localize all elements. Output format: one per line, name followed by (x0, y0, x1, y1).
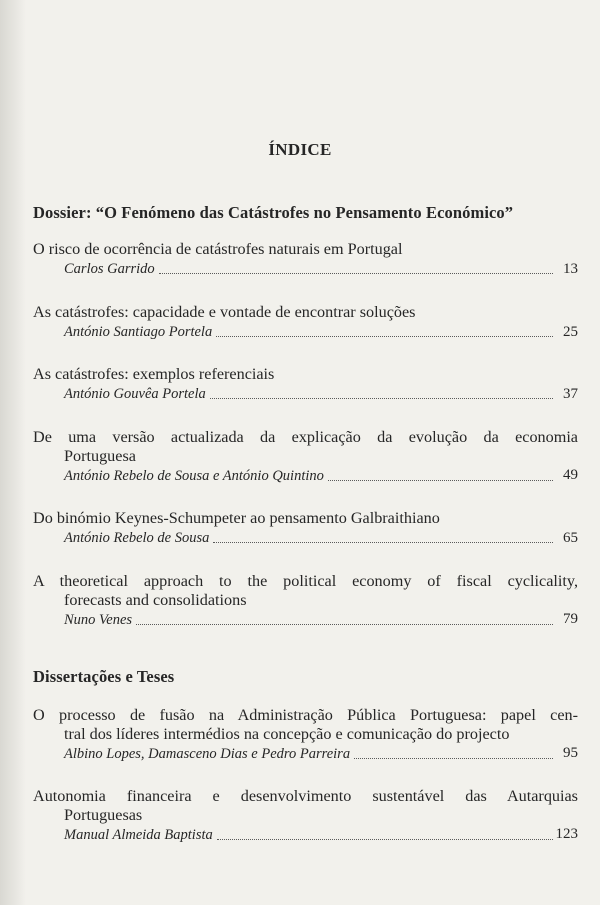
entry-title-line: O processo de fusão na Administração Pública Portuguesa: papel cen- (33, 706, 578, 724)
page-gutter-shadow (0, 0, 26, 905)
entry-title-line: Portuguesa (64, 447, 136, 465)
entry-title-line: O risco de ocorrência de catástrofes naturais em Portugal (33, 240, 403, 258)
entry-page-number: 25 (563, 324, 578, 340)
entry-author: António Rebelo de Sousa (64, 530, 210, 546)
entry-page-number: 13 (563, 261, 578, 277)
entry-page-number: 79 (563, 611, 578, 627)
toc-entry[interactable] (33, 240, 578, 279)
entry-page-number: 95 (563, 745, 578, 761)
author-row (64, 745, 553, 764)
toc-entry[interactable] (33, 787, 578, 845)
dot-leader (328, 479, 553, 481)
toc-entry[interactable] (33, 572, 578, 630)
entry-title (33, 509, 578, 528)
entry-title-line: tral dos líderes intermédios na concepção e comunicação do projecto (64, 725, 510, 743)
author-row (64, 323, 553, 342)
entry-title (33, 706, 578, 744)
entry-page-number: 65 (563, 530, 578, 546)
entry-title-line: De uma versão actualizada da explicação da evolução da economia (33, 428, 578, 446)
entry-title (33, 787, 578, 825)
entry-author: Manual Almeida Baptista (64, 827, 213, 843)
entry-title-line: As catástrofes: exemplos referenciais (33, 365, 275, 383)
entry-title (33, 240, 578, 259)
entry-author: Carlos Garrido (64, 261, 155, 277)
entry-author: António Santiago Portela (64, 324, 213, 340)
page-title: ÍNDICE (268, 140, 332, 159)
entry-title (33, 365, 578, 384)
entry-title-line: As catástrofes: capacidade e vontade de encontrar soluções (33, 303, 416, 321)
dot-leader (210, 397, 553, 399)
author-row (64, 826, 553, 845)
toc-entry[interactable] (33, 706, 578, 764)
entry-page-number: 123 (555, 826, 578, 842)
toc-entry[interactable] (33, 365, 578, 404)
author-row (64, 611, 553, 630)
toc-entry[interactable] (33, 509, 578, 548)
toc-entry[interactable] (33, 428, 578, 486)
toc-entry[interactable] (33, 303, 578, 342)
dot-leader (136, 623, 553, 625)
entry-title-line: Portuguesas (64, 806, 143, 824)
entry-title-line: Autonomia financeira e desenvolvimento sustentável das Autarquias (33, 787, 578, 805)
dot-leader (213, 541, 553, 543)
entry-author: Nuno Venes (64, 612, 133, 628)
entry-title-line: Do binómio Keynes-Schumpeter ao pensamento Galbraithiano (33, 509, 440, 527)
entry-title (33, 303, 578, 322)
author-row (64, 529, 553, 548)
dot-leader (217, 838, 553, 840)
entry-author: António Gouvêa Portela (64, 386, 206, 402)
author-row (64, 385, 553, 404)
entry-title-line: A theoretical approach to the political economy of fiscal cyclicality, (33, 572, 578, 590)
entry-title-line: forecasts and consolidations (64, 591, 247, 609)
author-row (64, 467, 553, 486)
dot-leader (159, 272, 553, 274)
dot-leader (216, 335, 553, 337)
entry-title (33, 428, 578, 466)
author-row (64, 260, 553, 279)
entry-page-number: 37 (563, 386, 578, 402)
section-heading-dissertacoes: Dissertações e Teses (33, 667, 175, 686)
entry-author: António Rebelo de Sousa e António Quintino (64, 468, 324, 484)
entry-author: Albino Lopes, Damasceno Dias e Pedro Parreira (64, 746, 351, 762)
entry-page-number: 49 (563, 467, 578, 483)
dot-leader (354, 757, 553, 759)
section-heading-dossier: Dossier: “O Fenómeno das Catástrofes no Pensamento Económico” (33, 203, 514, 222)
entry-title (33, 572, 578, 610)
